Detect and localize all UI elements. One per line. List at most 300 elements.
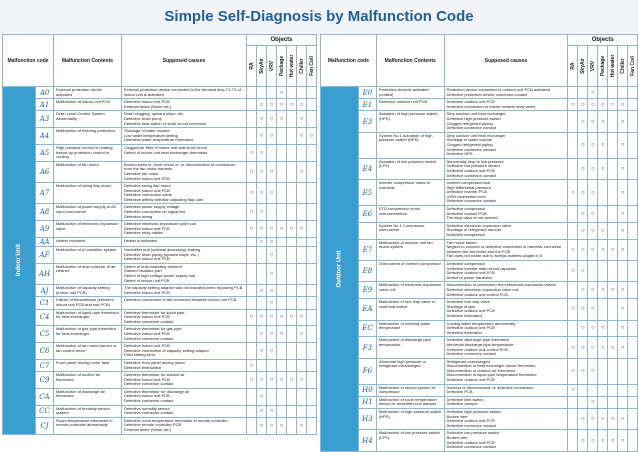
table-row [3, 372, 317, 389]
malfunction-contents: Malfunction of dust collector of air cleaner [54, 263, 122, 284]
object-mark [297, 405, 307, 417]
object-mark [277, 183, 287, 204]
object-mark: ○ [578, 337, 588, 358]
object-mark [588, 384, 598, 396]
supposed-causes: Abnormally drop in low pressure Defective low pressure sensor Defective outdoor unit PCB Defective connector contact [444, 158, 568, 179]
object-mark [287, 359, 297, 371]
object-mark: ○ [277, 87, 287, 99]
object-mark: ○ [287, 309, 297, 326]
object-mark: ○ [598, 337, 608, 358]
object-mark: ○ [267, 263, 277, 284]
object-mark [277, 238, 287, 247]
object-mark: ○ [297, 326, 307, 343]
object-mark [277, 359, 287, 371]
malfunction-code: CA [36, 388, 54, 405]
object-mark: ○ [257, 388, 267, 405]
malfunction-contents: High pressure control in heating, freeze-up protection control in cooling [54, 144, 122, 161]
malfunction-code: H1 [359, 396, 377, 408]
page-title: Simple Self-Diagnosis by Malfunction Code [164, 8, 474, 25]
object-mark [267, 388, 277, 405]
object-mark: ○ [277, 111, 287, 128]
product-header-ra: RA [568, 46, 578, 87]
object-mark [568, 320, 578, 337]
object-mark: ○ [297, 111, 307, 128]
object-mark [628, 282, 638, 299]
supposed-causes: Defective power supply voltage Defective connection on signal line Defective wiring [122, 204, 247, 221]
object-mark: ○ [287, 372, 297, 389]
object-mark [608, 180, 618, 206]
malfunction-contents: System No.1 Compressor overcurrent [376, 222, 444, 239]
object-mark: ○ [608, 99, 618, 111]
object-mark: ○ [257, 183, 267, 204]
object-mark [598, 87, 608, 99]
table-row [3, 183, 317, 204]
object-mark [297, 343, 307, 360]
malfunction-code: E5 [359, 180, 377, 206]
object-mark: ○ [618, 430, 628, 451]
supposed-causes: Protection device connected to outdoor unit PCB activated Defective protection device connector contact [444, 87, 568, 99]
object-mark [257, 297, 267, 309]
malfunction-code: H0 [359, 384, 377, 396]
object-mark: ○ [588, 158, 598, 179]
object-mark [568, 222, 578, 239]
object-mark: ○ [588, 299, 598, 320]
contents-header: Malfunction Contents [376, 35, 444, 87]
object-mark: ○ [598, 132, 608, 158]
table-row [3, 388, 317, 405]
supposed-causes: Refrigerant overcharged Disconnection of heat exchanger deicer thermistor Disconnection of outdoor air thermistor Disconnection of liquid pipe temperature thermistor Defective outdoor unit PCB [444, 358, 568, 384]
table-row [3, 417, 317, 434]
malfunction-code: AA [36, 238, 54, 247]
object-mark [297, 87, 307, 99]
object-mark [257, 87, 267, 99]
object-mark [628, 132, 638, 158]
object-mark: ○ [267, 297, 277, 309]
object-mark: ○ [618, 180, 628, 206]
object-mark [247, 99, 257, 111]
object-mark [287, 204, 297, 221]
table-row [3, 87, 317, 99]
object-mark: ○ [588, 282, 598, 299]
object-mark [307, 405, 317, 417]
object-mark [307, 263, 317, 284]
object-mark: ○ [588, 87, 598, 99]
object-mark: ○ [267, 111, 277, 128]
object-mark [568, 87, 578, 99]
object-mark [257, 359, 267, 371]
object-mark [267, 204, 277, 221]
object-mark [628, 409, 638, 430]
malfunction-code [359, 222, 377, 239]
object-mark [297, 144, 307, 161]
supposed-causes: Defective front panel driving motor Defective limit switch [122, 359, 247, 371]
supposed-causes: External protection device connected to the terminal strip T1-T2 of indoor unit is activated [122, 87, 247, 99]
object-mark [287, 161, 297, 182]
objects-header: Objects [247, 35, 317, 46]
object-mark [628, 261, 638, 282]
malfunction-contents: Protection devices activated (unified) [376, 87, 444, 99]
object-mark: ○ [618, 299, 628, 320]
malfunction-contents: Malfunction of electronic expansion valve coil [376, 282, 444, 299]
malfunction-contents: Drain Level Control System Abnormality [54, 111, 122, 128]
object-mark [297, 183, 307, 204]
object-mark [608, 299, 618, 320]
table-row [321, 158, 638, 179]
product-header-vrv: VRV [267, 46, 277, 87]
object-mark [628, 180, 638, 206]
table-row [321, 396, 638, 408]
malfunction-code: C9 [36, 372, 54, 389]
supposed-causes: Defective high pressure switch Broken wire Defective outdoor unit PCB Defective connector contact [444, 409, 568, 430]
product-header-package: Package [277, 46, 287, 87]
object-mark: ○ [247, 309, 257, 326]
object-mark [267, 359, 277, 371]
object-mark [618, 87, 628, 99]
table-row [321, 99, 638, 111]
object-mark [267, 144, 277, 161]
product-header-chiller: Chiller [618, 46, 628, 87]
object-mark [568, 206, 578, 223]
object-mark [628, 430, 638, 451]
supposed-causes: Defective discharge pipe thermistor Abnormal discharge pipe temperature Defective outdoor unit control PCB Defective connector contact [444, 337, 568, 358]
object-mark: ○ [578, 282, 588, 299]
object-mark: ○ [598, 409, 608, 430]
object-mark [277, 388, 287, 405]
object-mark: ○ [598, 158, 608, 179]
object-mark [628, 222, 638, 239]
object-mark: ○ [578, 299, 588, 320]
supposed-causes: Defective indoor unit PCB External factor (Noise etc.) [122, 99, 247, 111]
object-mark [608, 87, 618, 99]
malfunction-code: AF [36, 247, 54, 264]
malfunction-code: E9 [359, 282, 377, 299]
object-mark: ○ [578, 206, 588, 223]
malfunction-contents: Failure of transmission (between indoor unit PCB and sub PCB) [54, 297, 122, 309]
supposed-causes: Defective thermistor for liquid pipe Defective indoor unit PCB Defective connector contact [122, 309, 247, 326]
table-row [321, 409, 638, 430]
malfunction-code [359, 132, 377, 158]
object-mark [608, 384, 618, 396]
object-mark [568, 111, 578, 132]
object-mark: ○ [247, 144, 257, 161]
product-header-ra: RA [247, 46, 257, 87]
supposed-causes: Shortage of water volume Low water temperature setting Defective water temperature thermistor [122, 128, 247, 145]
object-mark [628, 158, 638, 179]
object-mark: ○ [588, 430, 598, 451]
object-mark: ○ [608, 430, 618, 451]
malfunction-code: C4 [36, 309, 54, 326]
supposed-causes: Defective thermistor for gas pipe Defective indoor unit PCB Defective connector contact [122, 326, 247, 343]
malfunction-contents: Malfunction of outdoor unit fan motor system [376, 239, 444, 260]
object-mark [618, 261, 628, 282]
object-mark: ○ [578, 158, 588, 179]
malfunction-code: A8 [36, 204, 54, 221]
object-mark: ○ [568, 99, 578, 111]
supposed-causes: Defective low pressure switch Broken wire Defective outdoor unit PCB Defective connector contact [444, 430, 568, 451]
object-mark [608, 222, 618, 239]
object-mark [247, 343, 257, 360]
malfunction-contents: Malfunction of humidity sensor system [54, 405, 122, 417]
object-mark: ○ [588, 111, 598, 132]
object-mark [628, 111, 638, 132]
object-mark: ○ [247, 183, 257, 204]
object-mark: ○ [297, 221, 307, 238]
malfunction-code: C1 [36, 297, 54, 309]
malfunction-code: C7 [36, 359, 54, 371]
malfunction-contents: Malfunction of room temperature sensor or humidifier unit damper [376, 396, 444, 408]
object-mark [257, 263, 267, 284]
malfunction-code: EA [359, 299, 377, 320]
object-mark: ○ [257, 309, 267, 326]
malfunction-code: E1 [359, 99, 377, 111]
object-mark [287, 326, 297, 343]
object-mark: ○ [588, 337, 598, 358]
malfunction-code: A3 [36, 111, 54, 128]
object-mark: ○ [287, 99, 297, 111]
product-header-hot-water: Hot water [287, 46, 297, 87]
table-row [3, 343, 317, 360]
table-row [321, 282, 638, 299]
product-header-fan-coil: Fan Coil [307, 46, 317, 87]
object-mark [608, 111, 618, 132]
malfunction-contents: Malfunction of fan motor sensor or fan control driver [54, 343, 122, 360]
object-mark [287, 238, 297, 247]
object-mark [608, 358, 618, 384]
supposed-causes: Defective humidity sensor Defective connector contact [122, 405, 247, 417]
object-mark: ○ [588, 222, 598, 239]
object-mark [307, 247, 317, 264]
object-mark [287, 343, 297, 360]
object-mark: ○ [297, 417, 307, 434]
object-mark: ○ [257, 221, 267, 238]
supposed-causes: Defective four way valve Shortage of gas Defective outdoor unit PCB Defective thermistor [444, 299, 568, 320]
object-mark: ○ [277, 372, 287, 389]
object-mark [257, 247, 267, 264]
object-mark [568, 282, 578, 299]
object-mark [287, 297, 297, 309]
object-mark: ○ [618, 337, 628, 358]
supposed-causes: Clogged air filter of indoor unit and short circuit Defect of indoor unit heat exchanger thermistor [122, 144, 247, 161]
malfunction-code: AJ [36, 285, 54, 297]
malfunction-code: E0 [359, 87, 377, 99]
object-mark [247, 417, 257, 434]
malfunction-contents: External protection device activated [54, 87, 122, 99]
table-row [321, 132, 638, 158]
object-mark [608, 396, 618, 408]
object-mark: ○ [277, 309, 287, 326]
object-mark: ○ [307, 128, 317, 145]
supposed-causes: Defective limit switch Defective damper [444, 396, 568, 408]
object-mark [287, 183, 297, 204]
table-row [3, 161, 317, 182]
supposed-causes: Drain clogging, upward slope, etc. Defective drain pump Defective float switch or short circuit connector [122, 111, 247, 128]
malfunction-contents: Malfunction of liquid pipe thermistor for heat exchanger [54, 309, 122, 326]
malfunction-code: C5 [36, 326, 54, 343]
object-mark: ○ [568, 337, 578, 358]
table-row [3, 309, 317, 326]
object-mark: ○ [287, 221, 297, 238]
supposed-causes: Defective connection of the connector between indoor unit PCB [122, 297, 247, 309]
object-mark [247, 388, 257, 405]
product-header-vrv: VRV [588, 46, 598, 87]
object-mark [307, 99, 317, 111]
causes-header: Supposed causes [122, 35, 247, 87]
malfunction-code: CJ [36, 417, 54, 434]
object-mark [578, 384, 588, 396]
object-mark [578, 396, 588, 408]
object-mark: ○ [618, 409, 628, 430]
indoor-table-panel [2, 34, 317, 435]
object-mark: ○ [618, 111, 628, 132]
malfunction-contents: Malfunction of discharge air thermistor [54, 388, 122, 405]
indoor-malfunction-table [2, 34, 317, 435]
object-mark [277, 144, 287, 161]
table-row [3, 405, 317, 417]
table-row [3, 263, 317, 284]
table-row [321, 111, 638, 132]
object-mark: ○ [578, 222, 588, 239]
object-mark [598, 384, 608, 396]
malfunction-contents: Malfunction of indoor unit PCB [54, 99, 122, 111]
supposed-causes: Harness is disconnected, or defective connection Defective PCB [444, 384, 568, 396]
object-mark [277, 204, 287, 221]
object-mark: ○ [568, 261, 578, 282]
supposed-causes: Defective electronic expansion valve coil Defective indoor unit PCB Defective relay cables [122, 221, 247, 238]
supposed-causes: Defective thermistor for suction air Defective indoor unit PCB Defective connector contact [122, 372, 247, 389]
object-mark: ○ [267, 343, 277, 360]
supposed-causes: Defective swing flap motor Defective indoor unit PCB Defective connection cable Defective airflow direction adjusting flap-cam [122, 183, 247, 204]
malfunction-contents: System No.1 Actuation of high pressure switch (HPS) [376, 132, 444, 158]
malfunction-contents: Malfunction of capacity setting (indoor unit PCB) [54, 285, 122, 297]
object-mark: ○ [247, 161, 257, 182]
object-mark [277, 128, 287, 145]
object-mark: ○ [598, 430, 608, 451]
object-mark [307, 326, 317, 343]
object-mark [247, 285, 257, 297]
object-mark [608, 261, 618, 282]
malfunction-contents: Malfunction of four way valve or cool/heat switch [376, 299, 444, 320]
object-mark [297, 238, 307, 247]
malfunction-code: H3 [359, 409, 377, 430]
object-mark: ○ [267, 372, 277, 389]
object-mark: ○ [578, 358, 588, 384]
malfunction-contents: Malfunction of swing flap motor [54, 183, 122, 204]
object-mark [608, 206, 618, 223]
object-mark [267, 87, 277, 99]
object-mark: ○ [257, 343, 267, 360]
object-mark [618, 396, 628, 408]
object-mark [287, 263, 297, 284]
object-mark [588, 261, 598, 282]
outdoor-table-panel [320, 34, 638, 452]
object-mark: ○ [578, 180, 588, 206]
malfunction-contents: Abnormal high pressure or refrigerant overcharged [376, 358, 444, 384]
object-mark [307, 183, 317, 204]
object-mark: ○ [608, 409, 618, 430]
object-mark [307, 161, 317, 182]
object-mark [247, 405, 257, 417]
objects-header: Objects [568, 35, 638, 46]
object-mark: ○ [588, 99, 598, 111]
supposed-causes: Inverter compressor lock High differential pressure Defective inverter PCB UVW connection error Defective connector contact [444, 180, 568, 206]
object-mark [598, 299, 608, 320]
object-mark [287, 247, 297, 264]
malfunction-contents: STD compressor motor overcurrent/lock [376, 206, 444, 223]
object-mark [568, 430, 578, 451]
object-mark [307, 204, 317, 221]
object-mark [628, 299, 638, 320]
malfunction-contents: Malfunction of a humidifier system [54, 247, 122, 264]
object-mark [628, 87, 638, 99]
object-mark [628, 384, 638, 396]
code-header: Malfunction code [3, 35, 54, 87]
object-mark: ○ [598, 222, 608, 239]
supposed-causes: Cooling water temperature abnormality Defective outdoor unit PCB Defective thermistor [444, 320, 568, 337]
object-mark: ○ [568, 384, 578, 396]
object-mark [297, 359, 307, 371]
supposed-causes: Dirty outdoor unit heat exchanger Defective high pressure switch Clogged refrigerant piping Defective connector contact [444, 111, 568, 132]
object-mark: ○ [608, 239, 618, 260]
object-mark: ○ [297, 309, 307, 326]
object-mark [608, 320, 618, 337]
supposed-causes: Heater is activated [122, 238, 247, 247]
object-mark: ○ [588, 320, 598, 337]
malfunction-contents: Malfunction of high pressure switch (HPS) [376, 409, 444, 430]
object-mark: ○ [267, 128, 277, 145]
malfunction-code: A4 [36, 128, 54, 145]
malfunction-contents: Malfunction of electronic expansion valve [54, 221, 122, 238]
object-mark: ○ [257, 99, 267, 111]
object-mark: ○ [257, 128, 267, 145]
object-mark [297, 204, 307, 221]
object-mark: ○ [267, 285, 277, 297]
table-row [321, 239, 638, 260]
object-mark: ○ [578, 111, 588, 132]
supposed-causes: Defective outdoor unit PCB Defective connection of inside/ outside relay wires [444, 99, 568, 111]
object-mark [287, 128, 297, 145]
malfunction-code: F6 [359, 358, 377, 384]
object-mark: ○ [608, 282, 618, 299]
object-mark [618, 358, 628, 384]
object-mark [277, 405, 287, 417]
object-mark: ○ [297, 128, 307, 145]
object-mark [287, 417, 297, 434]
object-mark: ○ [598, 111, 608, 132]
object-mark: ○ [257, 372, 267, 389]
malfunction-contents: Front panel driving motor fault [54, 359, 122, 371]
table-row [3, 111, 317, 128]
object-mark: ○ [277, 99, 287, 111]
object-mark [287, 144, 297, 161]
object-mark [297, 263, 307, 284]
object-mark [287, 87, 297, 99]
object-mark: ○ [588, 239, 598, 260]
object-mark [628, 320, 638, 337]
object-mark [307, 417, 317, 434]
supposed-causes: Fan motor failure Neglect to connect or defective connection of harness/ connector between the fan motor and the PCB Fan does not rotate due to foreign matters caught in it [444, 239, 568, 260]
malfunction-contents: Malfunction of power supply or AC input overcurrent [54, 204, 122, 221]
object-mark: ○ [618, 99, 628, 111]
indoor-unit-label: Indoor Unit [3, 87, 36, 435]
supposed-causes: Disconnection of connection from electronic expansion valves Defective electronic expansion valve coil Defective outdoor unit control PCB [444, 282, 568, 299]
malfunction-contents: Room temperature thermistor in remote controller abnormality [54, 417, 122, 434]
object-mark [277, 297, 287, 309]
object-mark [247, 326, 257, 343]
supposed-causes: Defective compressor Defective contact PCB The stop valve is not opened [444, 206, 568, 223]
object-mark: ○ [568, 358, 578, 384]
object-mark: ○ [588, 396, 598, 408]
object-mark: ○ [247, 372, 257, 389]
